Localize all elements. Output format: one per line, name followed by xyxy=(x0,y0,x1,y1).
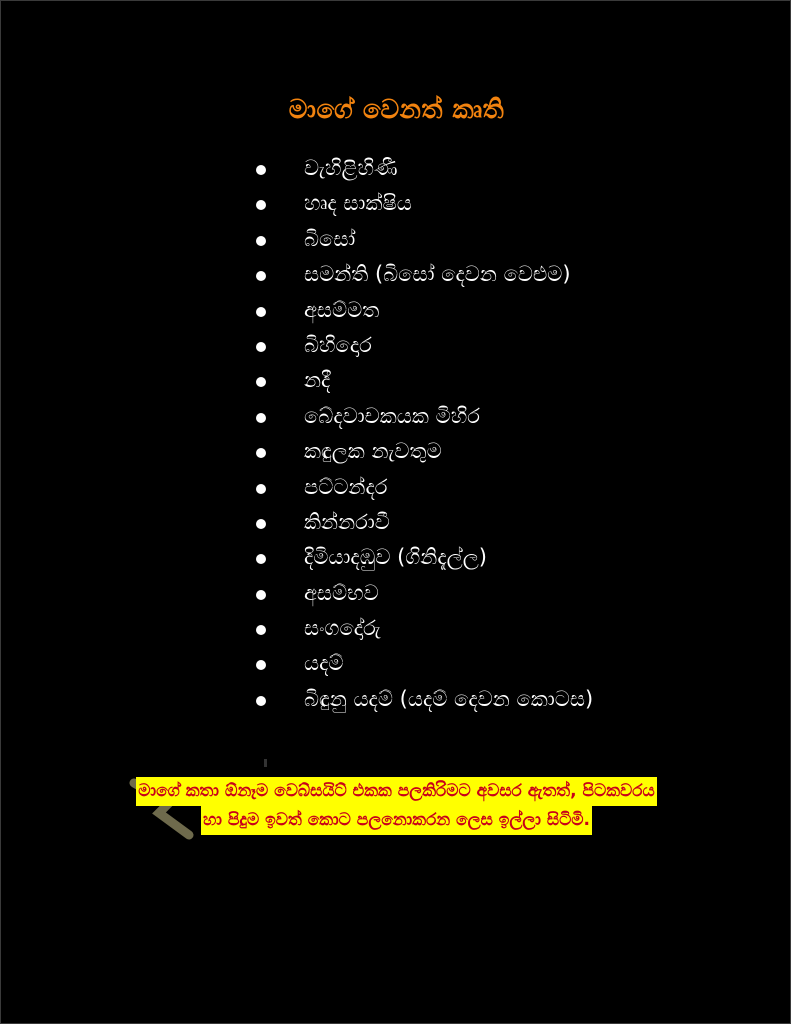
bullet-icon xyxy=(256,696,266,706)
bullet-icon xyxy=(256,271,266,281)
work-title: හෘද සාක්ෂිය xyxy=(304,191,412,216)
list-item xyxy=(256,470,756,505)
work-title: බිහිදොර xyxy=(304,332,372,357)
notice-line-2: හා පිදුම ඉවත් කොට පලනොකරන ලෙස ඉල්ලා සිටිමි. xyxy=(201,806,592,835)
work-title: බේදවාචකයක මිහිර xyxy=(304,403,480,428)
works-list xyxy=(256,151,756,717)
work-title: කින්නරාවී xyxy=(304,509,390,534)
bullet-icon xyxy=(256,200,266,210)
work-title: කඳුලක නැවතුම xyxy=(304,439,442,464)
list-item xyxy=(256,151,756,186)
list-item xyxy=(256,222,756,257)
list-item xyxy=(256,257,756,292)
work-title: සංගදෝරු xyxy=(304,616,381,641)
bullet-icon xyxy=(256,448,266,458)
bullet-icon xyxy=(256,660,266,670)
list-item xyxy=(256,505,756,540)
work-title: අසම්මත xyxy=(304,297,380,322)
work-title: නදී xyxy=(304,368,331,393)
list-item xyxy=(256,399,756,434)
notice-line-1: මාගේ කතා ඕනෑම වෙබ්සයිට් එකක පලකිරිමට අවසර ඇතත්, පිටකවරය xyxy=(136,777,656,806)
list-item xyxy=(256,646,756,681)
list-item xyxy=(256,293,756,328)
work-title: පට්ටන්දර xyxy=(304,474,388,499)
bullet-icon xyxy=(256,377,266,387)
bullet-icon xyxy=(256,519,266,529)
list-item xyxy=(256,328,756,363)
bullet-icon xyxy=(256,307,266,317)
work-title: යදම් xyxy=(304,651,344,676)
bullet-icon xyxy=(256,165,266,175)
bullet-icon xyxy=(256,236,266,246)
copyright-notice xyxy=(1,777,791,835)
faint-mark xyxy=(264,759,267,767)
bullet-icon xyxy=(256,590,266,600)
list-item xyxy=(256,682,756,717)
list-item xyxy=(256,576,756,611)
bullet-icon xyxy=(256,342,266,352)
work-title: බිඳුනු යදම් (යදම් දෙවන කොටස) xyxy=(304,686,594,711)
bullet-icon xyxy=(256,484,266,494)
work-title: වැහිළිහිණී xyxy=(304,156,398,180)
list-item xyxy=(256,186,756,221)
page-heading: මාගේ වෙනත් කෘති xyxy=(288,95,505,125)
work-title: අසම්භව xyxy=(304,580,379,605)
list-item xyxy=(256,434,756,469)
work-title: සමන්ති (බිසෝ දෙවන වෙළුම) xyxy=(304,262,571,287)
list-item xyxy=(256,611,756,646)
bullet-icon xyxy=(256,625,266,635)
work-title: බිසෝ xyxy=(304,226,356,251)
list-item xyxy=(256,363,756,398)
list-item xyxy=(256,540,756,575)
bullet-icon xyxy=(256,413,266,423)
work-title: දිමියාදඹුව (ගිනිදැල්ල) xyxy=(304,545,487,570)
bullet-icon xyxy=(256,554,266,564)
